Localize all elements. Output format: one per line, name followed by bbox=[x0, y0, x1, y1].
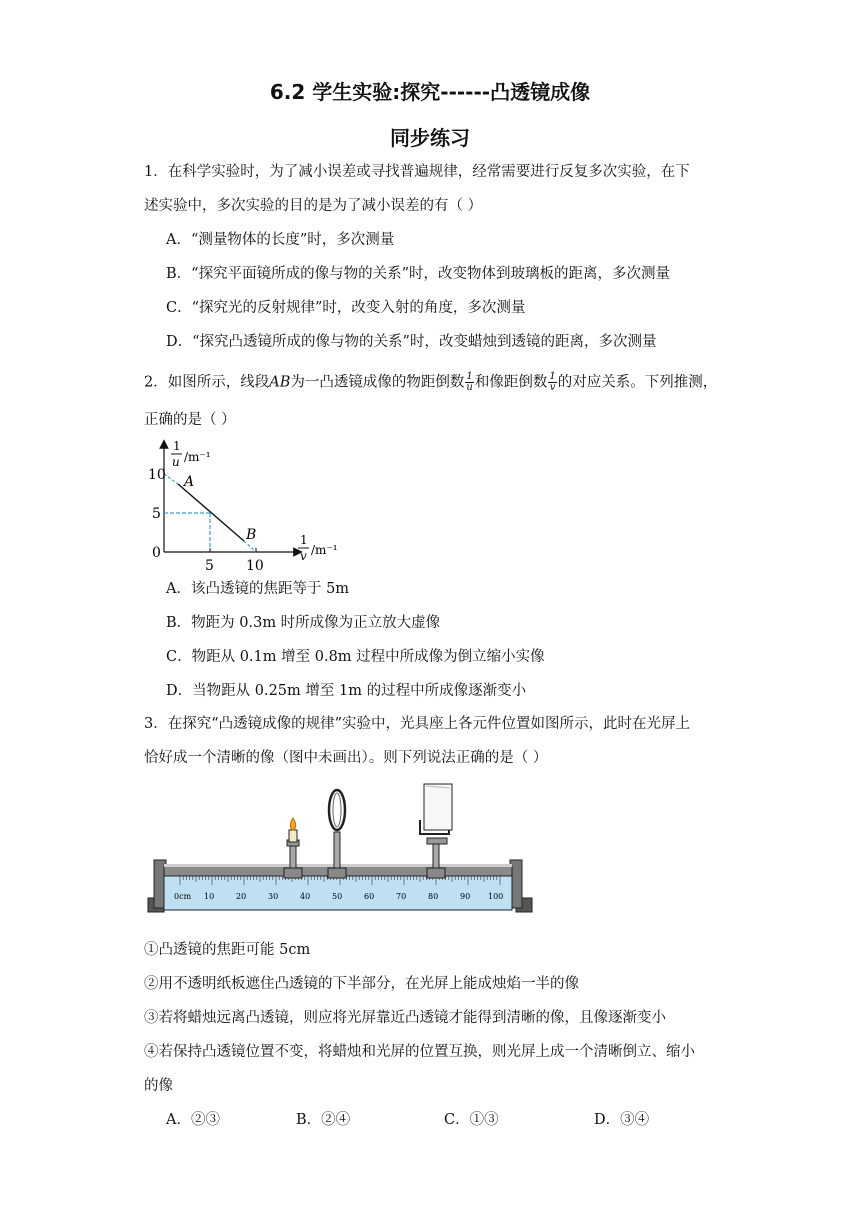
page-subtitle: 同步练习 bbox=[390, 126, 470, 150]
point-a-label: A bbox=[184, 474, 195, 490]
q3-statement-4-cont: 的像 bbox=[144, 1078, 173, 1094]
q3-choice-a: A．②③ bbox=[166, 1112, 220, 1128]
q2-option-a: A．该凸透镜的焦距等于 5m bbox=[166, 581, 350, 597]
scale-label-70: 70 bbox=[396, 892, 407, 901]
q1-option-d: D．“探究凸透镜所成的像与物的关系”时，改变蜡烛到透镜的距离，多次测量 bbox=[166, 334, 657, 350]
optical-bench bbox=[144, 780, 539, 922]
dashed-extension-a bbox=[164, 474, 178, 484]
y-label-unit: /m⁻¹ bbox=[184, 450, 211, 464]
q1-option-b: B．“探究平面镜所成的像与物的关系”时，改变物体到玻璃板的距离，多次测量 bbox=[166, 266, 670, 282]
q2-fraction-u bbox=[465, 372, 473, 393]
q1-option-c: C．“探究光的反射规律”时，改变入射的角度，多次测量 bbox=[166, 300, 526, 316]
q2-graph bbox=[140, 436, 350, 576]
q3-choice-c: C．①③ bbox=[444, 1112, 499, 1128]
q3-statement-4: ④若保持凸透镜位置不变，将蜡烛和光屏的位置互换，则光屏上成一个清晰倒立、缩小 bbox=[144, 1044, 695, 1060]
segment-ab bbox=[178, 484, 244, 541]
q2-line1 bbox=[144, 372, 717, 393]
q3-choice-b: B．②④ bbox=[296, 1112, 351, 1128]
scale-label-50: 50 bbox=[332, 892, 343, 901]
q2-segment-ab: AB bbox=[269, 374, 291, 391]
q2-frac1-num: 1 bbox=[466, 371, 473, 382]
y-tick-0: 0 bbox=[152, 545, 161, 561]
q1-option-a: A．“测量物体的长度”时，多次测量 bbox=[166, 232, 395, 248]
q2-option-c: C．物距从 0.1m 增至 0.8m 过程中所成像为倒立缩小实像 bbox=[166, 649, 545, 665]
q3-statement-3: ③若将蜡烛远离凸透镜，则应将光屏靠近凸透镜才能得到清晰的像，且像逐渐变小 bbox=[144, 1010, 666, 1026]
y-label-den: u bbox=[172, 455, 180, 469]
y-label-num: 1 bbox=[173, 439, 181, 453]
q3-statement-2: ②用不透明纸板遮住凸透镜的下半部分，在光屏上能成烛焰一半的像 bbox=[144, 976, 579, 992]
q2-frac1-den: u bbox=[466, 382, 473, 393]
q2-frac2-den: v bbox=[549, 382, 556, 393]
q3-choice-d: D．③④ bbox=[594, 1112, 650, 1128]
scale-label-40: 40 bbox=[300, 892, 311, 901]
point-b-label: B bbox=[246, 527, 257, 543]
scale-label-30: 30 bbox=[268, 892, 279, 901]
q2-text-part1: 2．如图所示，线段 bbox=[144, 374, 270, 391]
q2-frac2-num: 1 bbox=[549, 371, 556, 382]
q2-line2: 正确的是（ ） bbox=[144, 412, 236, 428]
scale-label-10: 10 bbox=[204, 892, 215, 901]
q2-option-b: B．物距为 0.3m 时所成像为正立放大虚像 bbox=[166, 615, 441, 631]
scale-label-0: 0cm bbox=[174, 892, 192, 901]
page-title: 6.2 学生实验:探究------凸透镜成像 bbox=[269, 80, 591, 104]
light-screen bbox=[420, 784, 452, 878]
x-label-unit: /m⁻¹ bbox=[311, 543, 338, 557]
q2-option-d: D．当物距从 0.25m 增至 1m 的过程中所成像逐渐变小 bbox=[166, 683, 527, 699]
q3-line2: 恰好成一个清晰的像（图中未画出）。则下列说法正确的是（ ） bbox=[144, 750, 548, 766]
y-tick-10: 10 bbox=[148, 467, 166, 483]
q1-line1: 1．在科学实验时，为了减小误差或寻找普遍规律，经常需要进行反复多次实验，在下 bbox=[144, 164, 690, 180]
x-tick-label-5: 5 bbox=[205, 558, 214, 574]
y-tick-5: 5 bbox=[152, 506, 161, 522]
scale-label-60: 60 bbox=[364, 892, 375, 901]
q2-fraction-v bbox=[548, 372, 556, 393]
q3-line1: 3．在探究“凸透镜成像的规律”实验中，光具座上各元件位置如图所示，此时在光屏上 bbox=[144, 716, 691, 732]
q3-statement-1: ①凸透镜的焦距可能 5cm bbox=[144, 942, 311, 958]
scale-label-90: 90 bbox=[460, 892, 471, 901]
q2-text-part4: 的对应关系。下列推测， bbox=[557, 374, 718, 391]
x-label-den: v bbox=[300, 549, 307, 563]
scale-label-80: 80 bbox=[428, 892, 439, 901]
x-tick-label-10: 10 bbox=[246, 558, 264, 574]
scale-label-100: 100 bbox=[488, 892, 504, 901]
x-label-num: 1 bbox=[300, 533, 308, 547]
scale-label-20: 20 bbox=[236, 892, 247, 901]
q1-line2: 述实验中，多次实验的目的是为了减小误差的有（ ） bbox=[144, 198, 483, 214]
candle bbox=[284, 818, 302, 878]
q2-text-part2: 为一凸透镜成像的物距倒数 bbox=[290, 374, 465, 391]
q2-text-part3: 和像距倒数 bbox=[474, 374, 548, 391]
